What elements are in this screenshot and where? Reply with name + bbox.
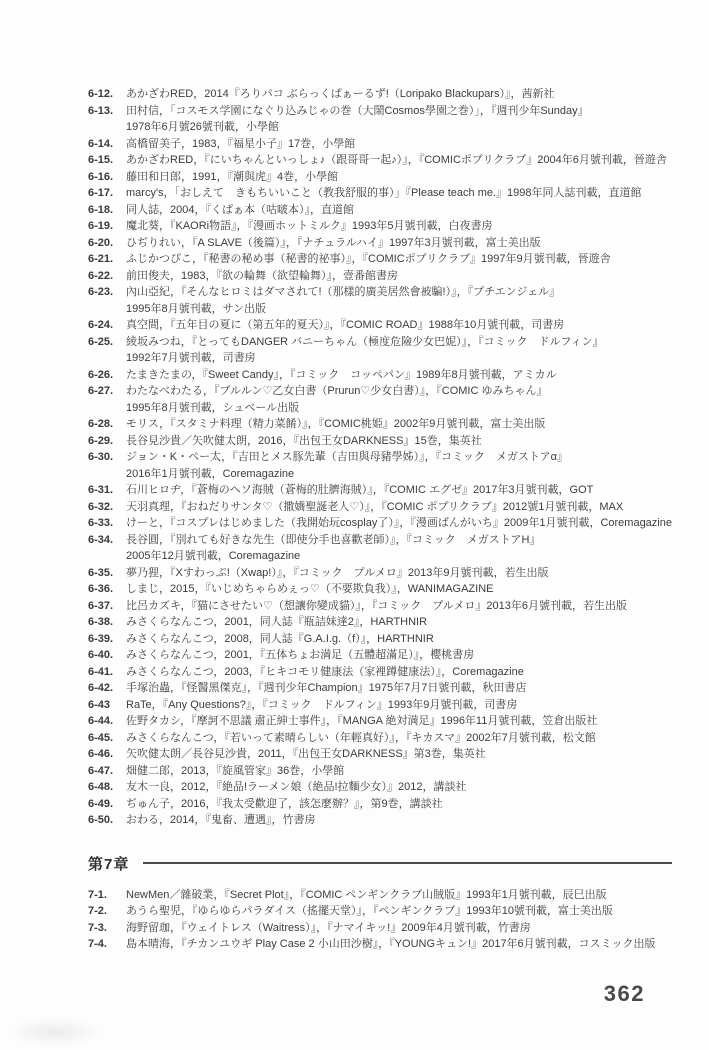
entry-line: わたなべわたる，『ブルルン♡乙女白書（Prurun♡少女白書）』，『COMIC ゆみちゃん』 xyxy=(126,385,548,397)
bibliography-chapter7-list xyxy=(88,887,678,953)
bib-entry xyxy=(88,887,678,904)
entry-line: おわる，2014，『鬼畜、遭遇』，竹書房 xyxy=(126,814,316,826)
entry-line: モリス，『スタミナ料理（精力菜餚）』，『COMIC桃姫』2002年9月號刊載，富士美出版 xyxy=(126,418,546,430)
entry-line: みさくらなんこつ，2001，『五体ちょお満足（五體超滿足）』，櫻桃書房 xyxy=(126,649,475,661)
entry-number: 6-50. xyxy=(88,814,114,826)
entry-line: あかざわRED，『にいちゃんといっしょ♪（跟哥哥一起♪）』，『COMICポプリクラブ』2004年6月號刊載，晉遊舎 xyxy=(126,154,667,166)
bib-entry xyxy=(88,598,678,615)
entry-text xyxy=(126,367,678,384)
bib-entry xyxy=(88,680,678,697)
entry-text xyxy=(126,763,678,780)
entry-line: 1978年6月號26號刊載，小學館 xyxy=(126,121,279,133)
scan-smudge xyxy=(4,1018,104,1046)
bib-entry xyxy=(88,136,678,153)
entry-text xyxy=(126,86,678,103)
entry-number: 6-22. xyxy=(88,269,114,282)
entry-number: 6-34. xyxy=(88,533,114,546)
entry-line: みさくらなんこつ，2003，『ヒキコモリ健康法（家裡蹲健康法）』，Coremagazine xyxy=(126,665,524,678)
bib-entry xyxy=(88,416,678,433)
entry-text xyxy=(126,268,678,285)
bib-entry xyxy=(88,920,678,937)
bib-entry xyxy=(88,532,678,565)
entry-line: 海野留珈，『ウェイトレス（Waitress）』，『ナマイキッ!』2009年4月號刊載，竹書房 xyxy=(126,921,531,934)
entry-line: 魔北葵，『KAORi物語』，『漫画ホットミルク』1993年5月號刊載，白夜書房 xyxy=(126,220,493,232)
entry-text xyxy=(126,936,678,953)
entry-line: 矢吹健太朗／長谷見沙貴，2011，『出包王女DARKNESS』第3巻，集英社 xyxy=(126,748,486,760)
entry-text xyxy=(126,812,678,829)
entry-text xyxy=(126,235,678,252)
entry-text xyxy=(126,152,678,169)
entry-number: 7-2. xyxy=(88,905,107,917)
entry-line: みさくらなんこつ，2001，同人誌『瓶詰妹達2』，HARTHNIR xyxy=(126,616,428,628)
entry-line: 比呂カズキ，『猫にさせたい♡（想讓你變成貓）』，『コミック プルメロ』2013年6月號刊載，若生出版 xyxy=(126,599,628,612)
entry-line: 佐野タカシ，『摩訶不思議 肅正紳士事件』，『MANGA 絶対満足』1996年11月號刊載，笠倉出版社 xyxy=(126,715,598,727)
entry-line: 石川ヒロヂ，『蒼梅のヘソ海賊（蒼梅的肚臍海賊）』，『COMIC エグゼ』2017年3月號刊載，GOT xyxy=(126,484,594,496)
entry-text xyxy=(126,103,678,136)
entry-number: 6-42. xyxy=(88,682,114,694)
entry-text xyxy=(126,730,678,747)
bib-entry xyxy=(88,614,678,631)
entry-text xyxy=(126,383,678,416)
entry-line: 長谷見沙貴／矢吹健太朗，2016，『出包王女DARKNESS』15巻，集英社 xyxy=(126,434,482,447)
bib-entry xyxy=(88,317,678,334)
bib-entry xyxy=(88,218,678,235)
entry-line: あかざわRED，2014『ろりパコ ぶらっくぱぁーるず!（Loripako Blackupars）』，茜新社 xyxy=(126,88,555,100)
entry-number: 6-20. xyxy=(88,236,114,249)
entry-line: けーと，『コスプレはじめました（我開始玩cosplay了）』，『漫画ばんがいち』2009年1月號刊載，Coremagazine xyxy=(126,517,672,529)
entry-number: 6-47. xyxy=(88,764,114,777)
chapter7-heading: 第7章 xyxy=(88,855,130,873)
entry-text xyxy=(126,532,678,565)
bib-entry xyxy=(88,565,678,582)
entry-line: 田村信，「コスモス学園になぐり込みじゃの巻（大鬧Cosmos學園之巻）」，『週刊少年Sunday』 xyxy=(126,104,589,117)
entry-number: 6-15. xyxy=(88,154,114,166)
bib-entry xyxy=(88,103,678,136)
entry-text xyxy=(126,664,678,681)
entry-number: 6-27. xyxy=(88,385,114,397)
entry-text xyxy=(126,614,678,631)
entry-line: marcy's，「おしえて きもちいいこと（教我舒服的事）」『Please teach me.』1998年同人誌刊載，直道館 xyxy=(126,187,642,199)
bib-entry xyxy=(88,936,678,953)
entry-text xyxy=(126,581,678,598)
bibliography xyxy=(88,86,678,953)
entry-line: 手塚治蟲，『怪醫黑傑克』，『週刊少年Champion』1975年7月7日號刊載，秋田書店 xyxy=(126,682,527,694)
entry-text xyxy=(126,499,678,516)
bib-entry xyxy=(88,796,678,813)
bib-entry xyxy=(88,202,678,219)
entry-text xyxy=(126,334,678,367)
entry-text xyxy=(126,449,678,482)
entry-line: 長谷圓，『別れても好きな先生（即使分手也喜歡老師）』，『コミック メガストアH』 xyxy=(126,533,541,546)
entry-line: 同人誌，2004，『くぱぁ本（咕啵本）』，直道館 xyxy=(126,203,354,216)
bib-entry xyxy=(88,581,678,598)
entry-text xyxy=(126,433,678,450)
entry-text xyxy=(126,416,678,433)
bib-entry xyxy=(88,367,678,384)
entry-line: しまじ，2015，『いじめちゃらめぇっ♡（不要欺負我）』，WANIMAGAZINE xyxy=(126,583,494,595)
entry-line: ふじかつぴこ，『秘書の秘め事（秘書的祕事）』，『COMICポプリクラブ』1997年9月號刊載，晉遊舎 xyxy=(126,253,611,265)
entry-line: 綾坂みつね，『とってもDANGER バニーちゃん（極度危險少女巴妮）』，『コミック ドルフィン』 xyxy=(126,335,604,348)
entry-text xyxy=(126,647,678,664)
bib-entry xyxy=(88,152,678,169)
entry-number: 6-25. xyxy=(88,335,114,348)
entry-number: 7-1. xyxy=(88,888,107,901)
entry-line: ひぢりれい，『A SLAVE（後篇）』，『ナチュラルハイ』1997年3月號刊載，富士美出版 xyxy=(126,236,541,249)
entry-text xyxy=(126,515,678,532)
entry-text xyxy=(126,136,678,153)
entry-text xyxy=(126,920,678,937)
entry-number: 6-33. xyxy=(88,517,114,529)
entry-line: 2005年12月號刊載，Coremagazine xyxy=(126,550,301,562)
bib-entry xyxy=(88,746,678,763)
entry-number: 6-48. xyxy=(88,781,114,793)
entry-line: 島本晴海，『チカンユウギ Play Case 2 小山田沙樹』，『YOUNGキュン!』2017年6月號刊載，コスミック出版 xyxy=(126,938,656,950)
bib-entry xyxy=(88,812,678,829)
bib-entry xyxy=(88,730,678,747)
bib-entry xyxy=(88,235,678,252)
entry-line: NewMen／雜破業，『Secret Plot』，『COMIC ペンギンクラブ山賊版』1993年1月號刊載，辰巳出版 xyxy=(126,888,607,901)
entry-text xyxy=(126,598,678,615)
entry-number: 6-24. xyxy=(88,319,114,331)
bib-entry xyxy=(88,284,678,317)
bib-entry xyxy=(88,515,678,532)
entry-number: 6-37. xyxy=(88,599,114,612)
entry-line: 1995年8月號刊載，サン出版 xyxy=(126,302,267,315)
entry-line: 友木一良，2012，『絶品!ラーメン娘（絶品!拉麵少女）』2012，講談社 xyxy=(126,781,467,793)
bib-entry xyxy=(88,499,678,516)
heading-rule xyxy=(143,862,672,864)
entry-number: 6-23. xyxy=(88,286,114,298)
entry-number: 6-46. xyxy=(88,748,114,760)
entry-number: 6-35. xyxy=(88,566,114,579)
bib-entry xyxy=(88,383,678,416)
entry-line: 夢乃狸，『Xすわっぷ!（Xwap!）』，『コミック プルメロ』2013年9月號刊載，若生出版 xyxy=(126,566,549,579)
bib-entry xyxy=(88,86,678,103)
entry-number: 6-41. xyxy=(88,665,114,678)
entry-number: 6-28. xyxy=(88,418,114,430)
entry-text xyxy=(126,565,678,582)
entry-number: 6-40. xyxy=(88,649,114,661)
entry-line: 畑健二郎，2013，『旋風管家』36巻，小學館 xyxy=(126,764,345,777)
bib-entry xyxy=(88,185,678,202)
bib-entry xyxy=(88,449,678,482)
bib-entry xyxy=(88,647,678,664)
entry-line: 高橋留美子，1983，『福星小子』17巻，小學館 xyxy=(126,137,356,150)
entry-number: 6-45. xyxy=(88,731,114,744)
entry-text xyxy=(126,482,678,499)
entry-text xyxy=(126,202,678,219)
entry-line: みさくらなんこつ，2008，同人誌『G.A.I.g.（f）』，HARTHNIR xyxy=(126,632,434,645)
entry-number: 6-21. xyxy=(88,253,114,265)
bib-entry xyxy=(88,664,678,681)
entry-number: 6-32. xyxy=(88,500,114,513)
bib-entry xyxy=(88,713,678,730)
entry-number: 6-36. xyxy=(88,583,114,595)
entry-number: 6-14. xyxy=(88,137,114,150)
entry-line: 天羽真理，『おねだりサンタ♡（撒嬌聖誕老人♡）』，『COMIC ポプリクラブ』2012號1月號刊載，MAX xyxy=(126,500,624,513)
entry-line: あうら聖児，『ゆらゆらパラダイス（搖擺天堂）』，『ペンギンクラブ』1993年10號刊載，富士美出版 xyxy=(126,905,613,917)
entry-text xyxy=(126,317,678,334)
bib-entry xyxy=(88,251,678,268)
entry-number: 6-39. xyxy=(88,632,114,645)
entry-number: 6-31. xyxy=(88,484,114,496)
entry-text xyxy=(126,218,678,235)
entry-line: 藤田和日郎，1991，『潮與虎』4巻，小學館 xyxy=(126,170,339,183)
entry-number: 6-49. xyxy=(88,797,114,810)
bib-entry xyxy=(88,482,678,499)
entry-number: 6-43 xyxy=(88,698,111,711)
entry-text xyxy=(126,185,678,202)
entry-line: ぢゅん子，2016，『我太受歡迎了，該怎麼辦？』，第9巻，講談社 xyxy=(126,797,443,810)
entry-text xyxy=(126,903,678,920)
bibliography-chapter6-list xyxy=(88,86,678,829)
entry-text xyxy=(126,251,678,268)
bib-entry xyxy=(88,169,678,186)
entry-number: 6-12. xyxy=(88,88,114,100)
entry-text xyxy=(126,284,678,317)
entry-text xyxy=(126,746,678,763)
bib-entry xyxy=(88,268,678,285)
bib-entry xyxy=(88,631,678,648)
entry-text xyxy=(126,631,678,648)
entry-number: 6-38. xyxy=(88,616,114,628)
entry-line: 真空間，『五年目の夏に（第五年的夏天）』，『COMIC ROAD』1988年10月號刊載，司書房 xyxy=(126,319,565,331)
entry-text xyxy=(126,796,678,813)
entry-number: 6-18. xyxy=(88,203,114,216)
entry-number: 6-44. xyxy=(88,715,114,727)
entry-line: 1995年8月號刊載，シュベール出版 xyxy=(126,401,300,414)
entry-number: 7-4. xyxy=(88,938,107,950)
bib-entry xyxy=(88,903,678,920)
entry-text xyxy=(126,169,678,186)
entry-number: 6-17. xyxy=(88,187,114,199)
entry-number: 7-3. xyxy=(88,921,107,934)
entry-text xyxy=(126,713,678,730)
bib-entry xyxy=(88,697,678,714)
entry-line: たまきたまの，『Sweet Candy』，『コミック コッペパン』1989年8月號刊載，アミカル xyxy=(126,368,557,381)
entry-number: 6-29. xyxy=(88,434,114,447)
entry-line: みさくらなんこつ，『若いって素晴らしい（年輕真好）』，『キカスマ』2002年7月號刊載，松文館 xyxy=(126,731,596,744)
entry-text xyxy=(126,680,678,697)
entry-text xyxy=(126,779,678,796)
bib-entry xyxy=(88,779,678,796)
entry-line: ジョン・K・ペー太，『吉田とメス豚先輩（吉田與母豬學姊）』，『コミック メガストアα』 xyxy=(126,451,568,463)
bib-entry xyxy=(88,763,678,780)
page-number: 362 xyxy=(603,981,645,1006)
entry-line: 1992年7月號刊載，司書房 xyxy=(126,352,256,364)
chapter7-heading-row xyxy=(88,853,678,874)
entry-line: 內山亞紀，『そんなヒロミはダマされて!（那樣的廣美居然會被騙!）』，『プチエンジェル』 xyxy=(126,286,561,298)
bib-entry xyxy=(88,433,678,450)
bib-entry xyxy=(88,334,678,367)
entry-line: RaTe，『Any Questions?』，『コミック ドルフィン』1993年9月號刊載，司書房 xyxy=(126,698,518,711)
entry-number: 6-13. xyxy=(88,104,114,117)
entry-text xyxy=(126,697,678,714)
entry-number: 6-16. xyxy=(88,170,114,183)
entry-text xyxy=(126,887,678,904)
entry-number: 6-30. xyxy=(88,451,114,463)
entry-number: 6-19. xyxy=(88,220,114,232)
entry-number: 6-26. xyxy=(88,368,114,381)
entry-line: 2016年1月號刊載，Coremagazine xyxy=(126,467,295,480)
entry-line: 前田俊夫，1983，『欲の輪舞（欲望輪舞）』，壹番館書房 xyxy=(126,269,398,282)
